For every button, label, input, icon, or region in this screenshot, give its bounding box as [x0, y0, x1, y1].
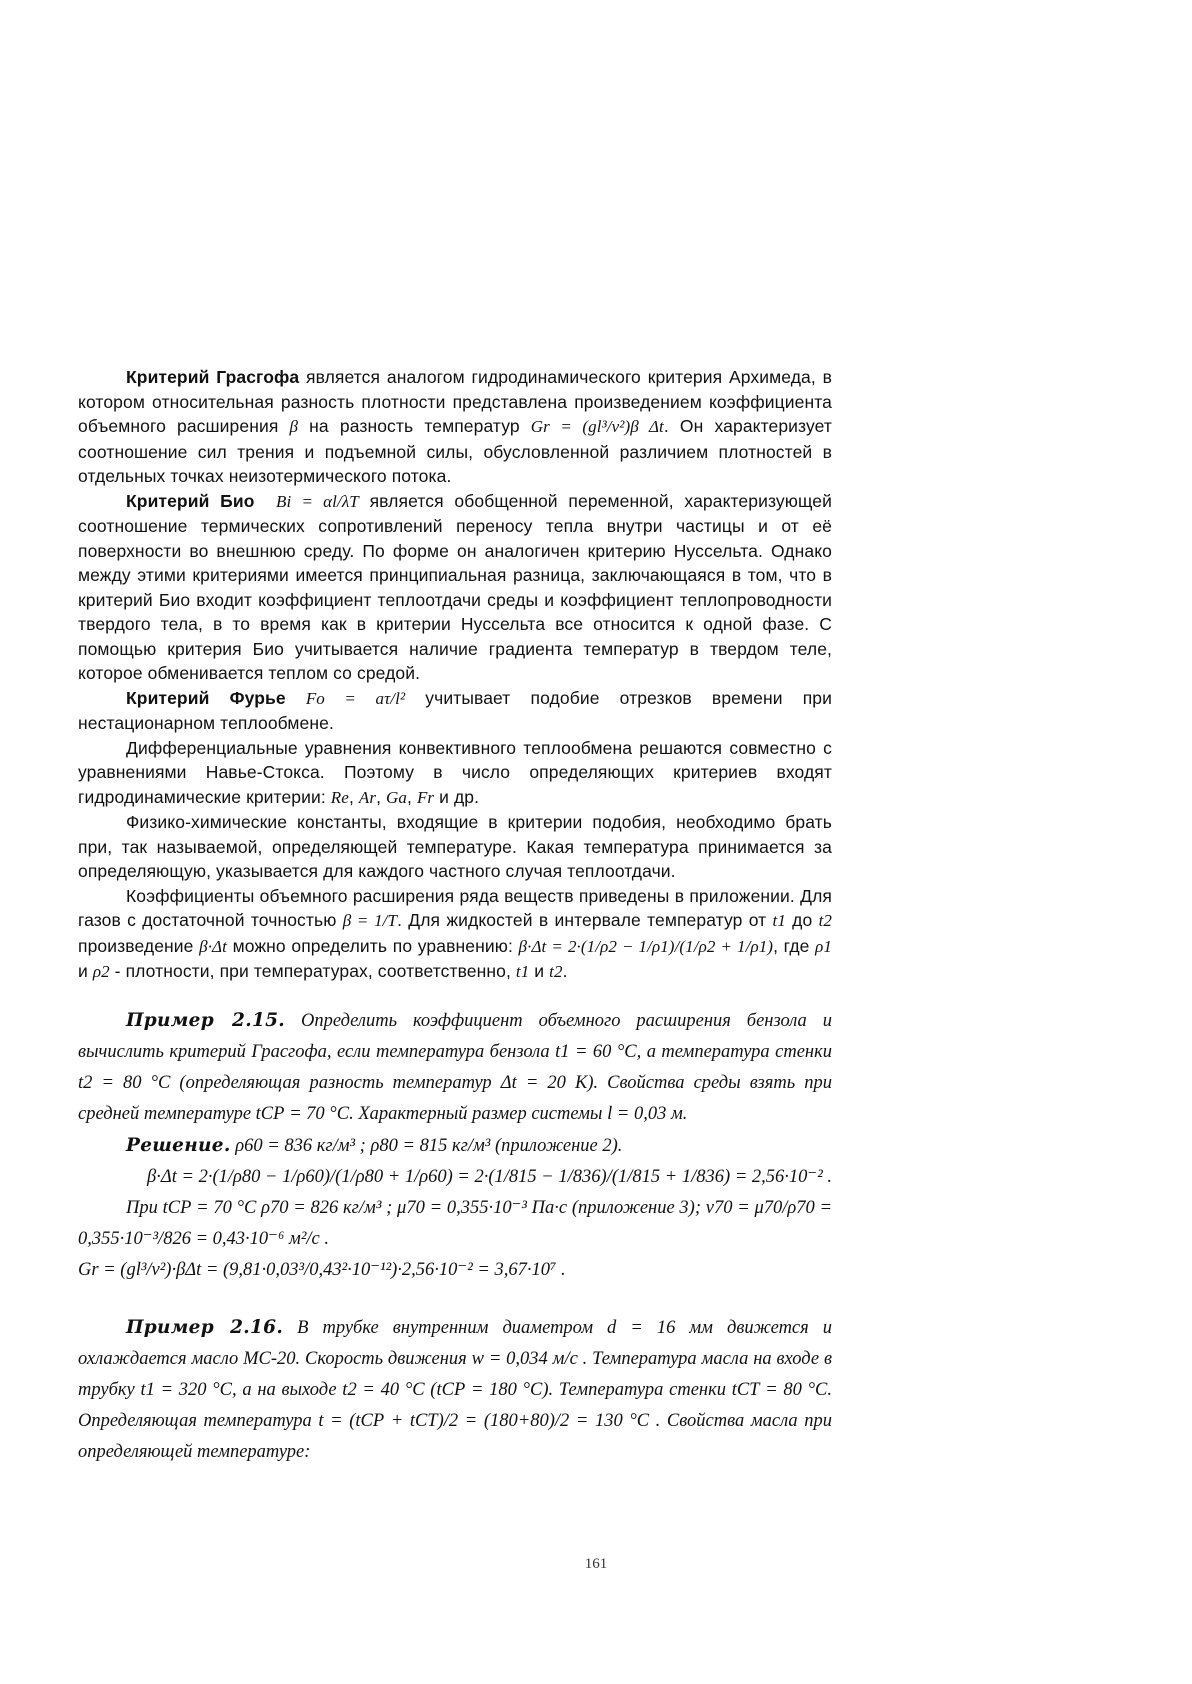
formula-fourier: Fo = aτ/l² — [305, 688, 406, 708]
formula-beta-benzene: β·Δt = 2·(1/ρ80 − 1/ρ60)/(1/ρ80 + 1/ρ60) = 2·(1/815 − 1/836)/(1/815 + 1/836) = 2,56·10⁻² . — [147, 1166, 832, 1187]
paragraph-expansion: Коэффициенты объемного расширения ряда веществ приведены в приложении. Для газов с достаточной точностью β = 1/T. Для жидкостей в интервале температур от t1 до t2 произведение β·Δt можно определить по уравнению: β·Δt = 2·(1/ρ2 − 1/ρ1)/(1/ρ2 + 1/ρ1), где ρ1 и ρ2 - плотности, при температурах, соответственно, t1 и t2. — [78, 885, 832, 981]
example-2-15-statement: Пример 2.15. Определить коэффициент объемного расширения бензола и вычислить критерий Грасгофа, если температура бензола t1 = 60 °C, а температура стенки t2 = 80 °C (определяющая разность температур Δt = 20 K). Свойства среды взять при средней температуре tСР = 70 °C. Характерный размер системы l = 0,03 м. — [78, 1009, 832, 1124]
formula-grashof: Gr = (gl³/ν²)β Δt — [530, 417, 664, 436]
solution-properties: При tСР = 70 °C ρ70 = 826 кг/м³ ; μ70 = 0,355·10⁻³ Па·с (приложение 3); ν70 = μ70/ρ70 = 0,355·10⁻³/826 = 0,43·10⁻⁶ м²/с . — [78, 1197, 832, 1249]
paragraph-biot: Критерий Био Bi = αl/λT является обобщенной переменной, характеризующей соотношение термических сопротивлений переносу тепла внутри частицы и от её поверхности во внешнюю среду. По форме он аналогичен критерию Нуссельта. Однако между этими критериями имеется принципиальная разница, заключающаяся в том, что в критерий Био входит коэффициент теплоотдачи среды и коэффициент теплопроводности твердого тела, в то время как в критерии Нуссельта все относится к одной фазе. С помощью критерия Био учитывается наличие градиента температур в твердом теле, которое обменивается теплом со средой. — [78, 490, 832, 683]
term-grashof: Критерий Грасгофа — [126, 367, 300, 387]
solution: Решение. ρ60 = 836 кг/м³ ; ρ80 = 815 кг/м³ (приложение 2). — [126, 1134, 623, 1156]
example-label: Пример 2.16. — [126, 1316, 284, 1338]
formula-beta-dt: β·Δt = 2·(1/ρ2 − 1/ρ1)/(1/ρ2 + 1/ρ1) — [518, 936, 774, 956]
paragraph-convective: Дифференциальные уравнения конвективного теплообмена решаются совместно с уравнениями Навье-Стокса. Поэтому в число определяющих критериев входят гидродинамические критерии: Re, Ar, Ga, Fr и др. — [78, 737, 832, 807]
formula-gr-result: Gr = (gl³/ν²)·βΔt = (9,81·0,03³/0,43²·10⁻¹²)·2,56·10⁻² = 3,67·10⁷ . — [78, 1259, 566, 1280]
paragraph-grashof: Критерий Грасгофа является аналогом гидродинамического критерия Архимеда, в котором относительная разность плотности представлена произведением коэффициента объемного расширения β на разность температур Gr = (gl³/ν²)β Δt. Он характеризует соотношение сил трения и подъемной силы, обусловленной различием плотностей в отдельных точках неизотермического потока. — [78, 367, 833, 486]
example-2-16 — [78, 1312, 832, 1468]
paragraph-fourier: Критерий Фурье Fo = aτ/l² учитывает подобие отрезков времени при нестационарном теплообмене. — [78, 687, 833, 733]
formula-beta: β — [289, 417, 299, 436]
example-label: Пример 2.15. — [126, 1009, 286, 1031]
formula-biot: Bi = αl/λT — [276, 491, 359, 511]
page-number: 161 — [584, 1556, 608, 1572]
paragraph-constants: Физико-химические константы, входящие в критерии подобия, необходимо брать при, так называемой, определяющей температуре. Какая температура принимается за определяющую, указывается для каждого частного случая теплоотдачи. — [78, 812, 832, 881]
solution-label: Решение. — [126, 1134, 231, 1156]
page-content — [78, 365, 832, 1468]
example-2-15 — [78, 1005, 832, 1286]
term-fourier: Критерий Фурье — [126, 687, 286, 708]
term-biot: Критерий Био — [126, 490, 255, 511]
example-2-16-statement: Пример 2.16. В трубке внутренним диаметром d = 16 мм движется и охлаждается масло МС-20. Скорость движения w = 0,034 м/с . Температура масла на входе в трубку t1 = 320 °C, а на выходе t2 = 40 °C (tСР = 180 °C). Температура стенки tСТ = 80 °C. Определяющая температура t = (tСР + tСТ)/2 = (180+80)/2 = 130 °C . Свойства масла при определяющей температуре: — [78, 1316, 833, 1462]
